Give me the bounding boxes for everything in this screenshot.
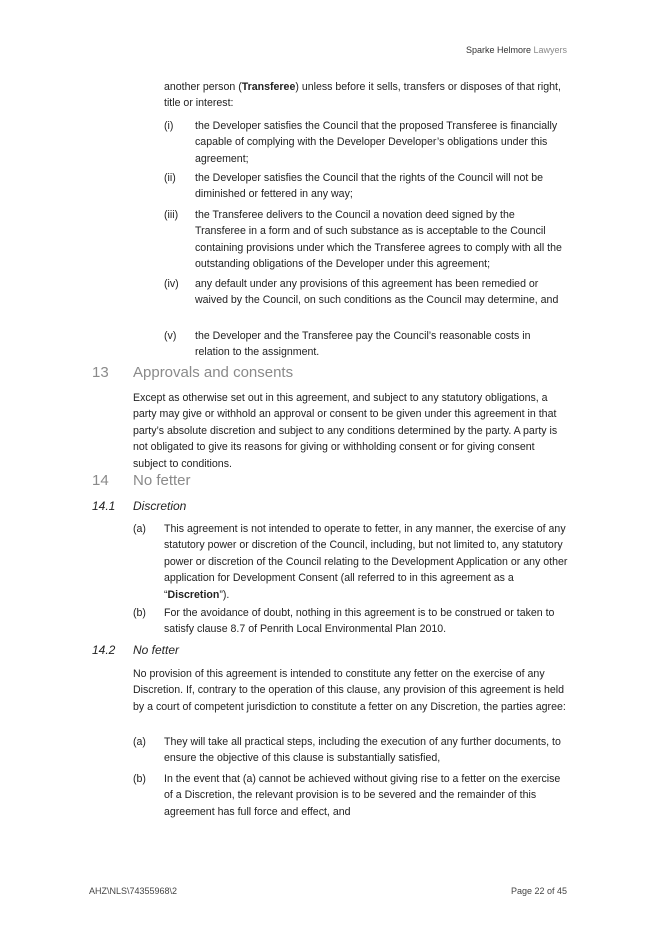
list-item-text: They will take all practical steps, including the execution of any further documents, to ensure the objective of this clause is substantially satisfied,	[164, 736, 561, 765]
list-item-label: (v)	[164, 330, 177, 342]
discretion-text-prefix: This agreement is not intended to operate to fetter, in any manner, the exercise of any statutory power or discretion of the Council, including, but not limited to, any statutory power or discretion of the Council relating to the Development Application or any other application for Development Consent (all referred to in this agreement as a “	[164, 523, 568, 601]
intro-paragraph	[164, 79, 564, 112]
list-item-label: (a)	[133, 523, 146, 535]
list-item-text	[164, 521, 569, 603]
list-item-label: (ii)	[164, 172, 176, 184]
list-item-label: (a)	[133, 736, 146, 748]
list-item-text: For the avoidance of doubt, nothing in this agreement is to be construed or taken to satisfy clause 8.7 of Penrith Local Environmental Plan 2010.	[164, 607, 555, 636]
subsection-14-2-title: No fetter	[133, 643, 180, 657]
discretion-defined-term: Discretion	[167, 588, 220, 601]
list-item-text: the Transferee delivers to the Council a novation deed signed by the Transferee in a form and of such substance as is acceptable to the Council containing provisions under which the Transferee agrees to comply with all the outstanding obligations of the Developer under this agreement;	[195, 209, 562, 271]
list-item-label: (iv)	[164, 278, 179, 290]
discretion-text-suffix: ”).	[219, 588, 230, 601]
subsection-14-1-title: Discretion	[133, 499, 187, 513]
list-item-label: (iii)	[164, 209, 179, 221]
list-item-text: any default under any provisions of this agreement has been remedied or waived by the Council, on such conditions as the Council may determine, and	[195, 278, 559, 307]
section-14-number: 14	[92, 472, 109, 489]
firm-suffix: Lawyers	[533, 45, 567, 55]
list-item-text: the Developer satisfies the Council that the rights of the Council will not be diminished or fettered in any way;	[195, 172, 544, 201]
list-item-text: the Developer satisfies the Council that the proposed Transferee is financially capable of complying with the Developer Developer’s obligations under this agreement;	[195, 120, 558, 165]
list-item-label: (i)	[164, 120, 174, 132]
page-number: Page 22 of 45	[510, 886, 567, 896]
section-14-title: No fetter	[133, 472, 191, 489]
subsection-14-1-number: 14.1	[92, 499, 116, 513]
page-header	[466, 42, 567, 58]
list-item-text: In the event that (a) cannot be achieved without giving rise to a fetter on the exercise of a Discretion, the relevant provision is to be severed and the remainder of this agreement has full force and effect, and	[164, 773, 561, 818]
list-item-label: (b)	[133, 607, 146, 619]
subsection-14-2-number: 14.2	[92, 643, 116, 657]
list-item-label: (b)	[133, 773, 146, 785]
section-13-title: Approvals and consents	[133, 364, 294, 381]
list-item-text: the Developer and the Transferee pay the Council’s reasonable costs in relation to the assignment.	[195, 330, 531, 359]
intro-suffix: ) unless before it sells, transfers or disposes of that right, title or interest:	[164, 81, 561, 110]
section-13-body: Except as otherwise set out in this agreement, and subject to any statutory obligations, a party may give or withhold an approval or consent to be given under this agreement in that party’s absolute discretion and subject to any conditions determined by the party. A party is not obligated to give its reasons for giving or withholding consent or for giving consent subject to conditions.	[133, 392, 558, 470]
firm-name: Sparke Helmore	[465, 45, 531, 55]
document-reference: AHZ\NLS\74355968\2	[89, 886, 178, 896]
intro-prefix: another person (	[164, 81, 242, 93]
subsection-14-2-body: No provision of this agreement is intended to constitute any fetter on the exercise of any Discretion. If, contrary to the operation of this clause, any provision of this agreement is held by a court of competent jurisdiction to constitute a fetter on any Discretion, the parties agree:	[133, 668, 566, 713]
section-13-number: 13	[92, 364, 109, 381]
intro-defined-term: Transferee	[241, 81, 296, 93]
